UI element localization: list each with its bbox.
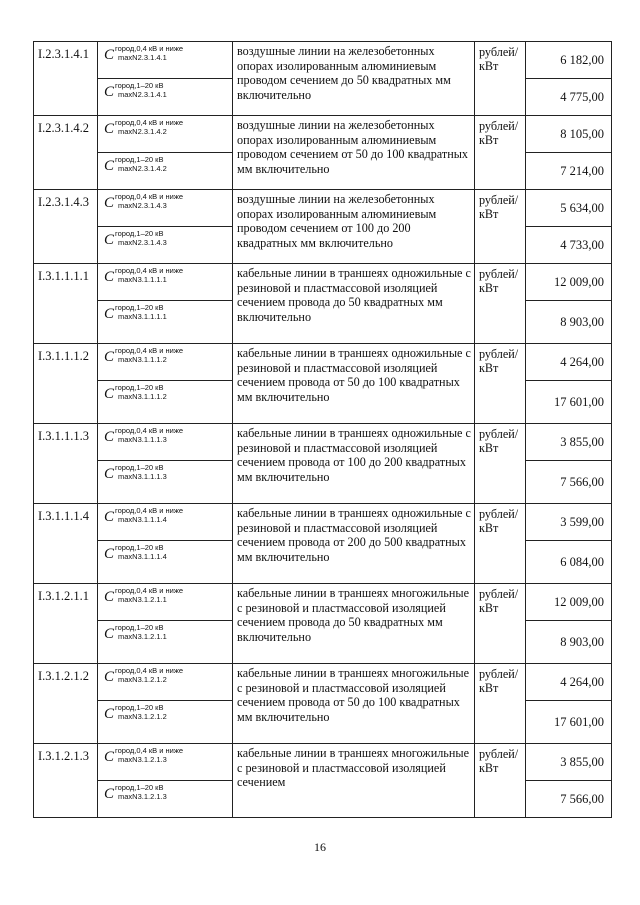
row-description: воздушные линии на железобетонных опорах изолированным алюминиевым проводом сечением от 100 до 200 квадратных мм включительно: [233, 190, 475, 264]
rate-symbol: [98, 79, 233, 116]
value-low-voltage: 8 105,00: [526, 116, 612, 153]
row-code: I.3.1.1.1.1: [34, 264, 98, 344]
page-number: 16: [314, 840, 326, 854]
rate-symbol: [98, 227, 233, 264]
rate-symbol-subscript: maxN3.1.1.1.4: [118, 515, 167, 524]
rate-symbol-subscript: maxN3.1.1.1.1: [118, 312, 167, 321]
rate-symbol: [98, 116, 233, 153]
value-mid-voltage: 7 566,00: [526, 781, 612, 818]
rate-symbol-subscript: maxN3.1.2.1.3: [118, 792, 167, 801]
rate-symbol-subscript: maxN2.3.1.4.2: [118, 127, 167, 136]
rate-symbol: [98, 153, 233, 190]
rate-symbol: [98, 424, 233, 461]
rate-symbol-superscript: город,1–20 кВ: [115, 783, 164, 792]
rate-symbol-subscript: maxN3.1.2.1.1: [118, 632, 167, 641]
value-low-voltage: 3 855,00: [526, 424, 612, 461]
value-mid-voltage: 4 775,00: [526, 79, 612, 116]
row-unit: рублей/ кВт: [475, 744, 526, 818]
rate-symbol: [98, 504, 233, 541]
value-low-voltage: 3 599,00: [526, 504, 612, 541]
value-low-voltage: 12 009,00: [526, 264, 612, 301]
table-row: [34, 584, 612, 621]
rate-symbol: [98, 344, 233, 381]
row-code: I.2.3.1.4.3: [34, 190, 98, 264]
rate-symbol-letter: C: [104, 589, 115, 605]
rate-symbol-subscript: maxN3.1.1.1.3: [118, 472, 167, 481]
rate-symbol-superscript: город,1–20 кВ: [115, 463, 164, 472]
rate-symbol-subscript: maxN2.3.1.4.1: [118, 53, 167, 62]
tariff-table-body: [34, 42, 612, 818]
rate-symbol-superscript: город,0,4 кВ и ниже: [115, 44, 184, 53]
rate-symbol-superscript: город,1–20 кВ: [115, 543, 164, 552]
rate-symbol-letter: C: [104, 466, 115, 482]
row-unit: рублей/ кВт: [475, 264, 526, 344]
row-unit: рублей/ кВт: [475, 664, 526, 744]
rate-symbol-letter: C: [104, 386, 115, 402]
value-mid-voltage: 4 733,00: [526, 227, 612, 264]
rate-symbol-subscript: maxN2.3.1.4.3: [118, 201, 167, 210]
row-description: кабельные линии в траншеях одножильные с резиновой и пластмассовой изоляцией сечением провода от 200 до 500 квадратных мм включительно: [233, 504, 475, 584]
value-mid-voltage: 7 566,00: [526, 461, 612, 504]
row-unit: рублей/ кВт: [475, 190, 526, 264]
row-description: кабельные линии в траншеях одножильные с резиновой и пластмассовой изоляцией сечением провода от 100 до 200 квадратных мм включительно: [233, 424, 475, 504]
rate-symbol-subscript: maxN3.1.1.1.4: [118, 552, 167, 561]
rate-symbol: [98, 42, 233, 79]
rate-symbol-letter: C: [104, 749, 115, 765]
rate-symbol-subscript: maxN2.3.1.4.2: [118, 164, 167, 173]
rate-symbol-letter: C: [104, 429, 115, 445]
table-row: [34, 116, 612, 153]
value-mid-voltage: 17 601,00: [526, 701, 612, 744]
rate-symbol: [98, 701, 233, 744]
rate-symbol-superscript: город,0,4 кВ и ниже: [115, 426, 184, 435]
tariff-table: [33, 41, 612, 818]
row-unit: рублей/ кВт: [475, 42, 526, 116]
table-row: [34, 664, 612, 701]
rate-symbol-letter: C: [104, 47, 115, 63]
value-mid-voltage: 17 601,00: [526, 381, 612, 424]
rate-symbol: [98, 744, 233, 781]
rate-symbol-superscript: город,0,4 кВ и ниже: [115, 506, 184, 515]
value-mid-voltage: 6 084,00: [526, 541, 612, 584]
rate-symbol-subscript: maxN3.1.1.1.3: [118, 435, 167, 444]
rate-symbol-superscript: город,0,4 кВ и ниже: [115, 266, 184, 275]
rate-symbol-subscript: maxN3.1.1.1.2: [118, 392, 167, 401]
rate-symbol-letter: C: [104, 84, 115, 100]
rate-symbol-subscript: maxN3.1.1.1.2: [118, 355, 167, 364]
table-row: [34, 264, 612, 301]
rate-symbol: [98, 781, 233, 818]
rate-symbol: [98, 264, 233, 301]
row-code: I.2.3.1.4.2: [34, 116, 98, 190]
table-row: [34, 190, 612, 227]
rate-symbol-subscript: maxN3.1.2.1.1: [118, 595, 167, 604]
rate-symbol-subscript: maxN3.1.1.1.1: [118, 275, 167, 284]
value-low-voltage: 4 264,00: [526, 664, 612, 701]
rate-symbol-letter: C: [104, 626, 115, 642]
rate-symbol: [98, 461, 233, 504]
rate-symbol: [98, 381, 233, 424]
rate-symbol-subscript: maxN3.1.2.1.3: [118, 755, 167, 764]
rate-symbol: [98, 190, 233, 227]
row-code: I.3.1.1.1.4: [34, 504, 98, 584]
rate-symbol-superscript: город,1–20 кВ: [115, 81, 164, 90]
rate-symbol-subscript: maxN3.1.2.1.2: [118, 675, 167, 684]
row-description: кабельные линии в траншеях многожильные с резиновой и пластмассовой изоляцией сечением провода до 50 квадратных мм включительно: [233, 584, 475, 664]
rate-symbol-superscript: город,0,4 кВ и ниже: [115, 192, 184, 201]
rate-symbol: [98, 584, 233, 621]
row-code: I.3.1.1.1.3: [34, 424, 98, 504]
rate-symbol-letter: C: [104, 706, 115, 722]
table-row: [34, 504, 612, 541]
rate-symbol-superscript: город,1–20 кВ: [115, 703, 164, 712]
value-low-voltage: 3 855,00: [526, 744, 612, 781]
row-code: I.3.1.2.1.2: [34, 664, 98, 744]
table-row: [34, 42, 612, 79]
row-description: кабельные линии в траншеях одножильные с резиновой и пластмассовой изоляцией сечением провода до 50 квадратных мм включительно: [233, 264, 475, 344]
rate-symbol-superscript: город,0,4 кВ и ниже: [115, 346, 184, 355]
row-description: кабельные линии в траншеях многожильные с резиновой и пластмассовой изоляцией сечением: [233, 744, 475, 818]
rate-symbol-letter: C: [104, 306, 115, 322]
row-unit: рублей/ кВт: [475, 116, 526, 190]
rate-symbol-letter: C: [104, 195, 115, 211]
rate-symbol-letter: C: [104, 121, 115, 137]
row-description: воздушные линии на железобетонных опорах изолированным алюминиевым проводом сечением до 50 квадратных мм включительно: [233, 42, 475, 116]
row-unit: рублей/ кВт: [475, 424, 526, 504]
rate-symbol-letter: C: [104, 786, 115, 802]
row-unit: рублей/ кВт: [475, 344, 526, 424]
rate-symbol-letter: C: [104, 158, 115, 174]
table-row: [34, 344, 612, 381]
table-row: [34, 424, 612, 461]
rate-symbol-superscript: город,0,4 кВ и ниже: [115, 666, 184, 675]
rate-symbol-superscript: город,1–20 кВ: [115, 303, 164, 312]
row-code: I.3.1.1.1.2: [34, 344, 98, 424]
rate-symbol-letter: C: [104, 349, 115, 365]
rate-symbol-letter: C: [104, 509, 115, 525]
rate-symbol-letter: C: [104, 269, 115, 285]
value-mid-voltage: 7 214,00: [526, 153, 612, 190]
row-description: воздушные линии на железобетонных опорах изолированным алюминиевым проводом сечением от 50 до 100 квадратных мм включительно: [233, 116, 475, 190]
rate-symbol-superscript: город,0,4 кВ и ниже: [115, 118, 184, 127]
rate-symbol-subscript: maxN2.3.1.4.3: [118, 238, 167, 247]
row-code: I.3.1.2.1.3: [34, 744, 98, 818]
value-low-voltage: 5 634,00: [526, 190, 612, 227]
value-mid-voltage: 8 903,00: [526, 621, 612, 664]
rate-symbol-superscript: город,1–20 кВ: [115, 383, 164, 392]
value-mid-voltage: 8 903,00: [526, 301, 612, 344]
rate-symbol-superscript: город,1–20 кВ: [115, 623, 164, 632]
row-unit: рублей/ кВт: [475, 584, 526, 664]
rate-symbol-letter: C: [104, 232, 115, 248]
rate-symbol-subscript: maxN2.3.1.4.1: [118, 90, 167, 99]
rate-symbol-superscript: город,0,4 кВ и ниже: [115, 586, 184, 595]
value-low-voltage: 6 182,00: [526, 42, 612, 79]
row-code: I.2.3.1.4.1: [34, 42, 98, 116]
rate-symbol-superscript: город,1–20 кВ: [115, 229, 164, 238]
value-low-voltage: 4 264,00: [526, 344, 612, 381]
row-code: I.3.1.2.1.1: [34, 584, 98, 664]
rate-symbol-letter: C: [104, 546, 115, 562]
row-description: кабельные линии в траншеях многожильные с резиновой и пластмассовой изоляцией сечением провода от 50 до 100 квадратных мм включительно: [233, 664, 475, 744]
rate-symbol-subscript: maxN3.1.2.1.2: [118, 712, 167, 721]
row-description: кабельные линии в траншеях одножильные с резиновой и пластмассовой изоляцией сечением провода от 50 до 100 квадратных мм включительно: [233, 344, 475, 424]
rate-symbol-superscript: город,0,4 кВ и ниже: [115, 746, 184, 755]
rate-symbol: [98, 541, 233, 584]
row-unit: рублей/ кВт: [475, 504, 526, 584]
table-row: [34, 744, 612, 781]
rate-symbol: [98, 664, 233, 701]
rate-symbol: [98, 621, 233, 664]
value-low-voltage: 12 009,00: [526, 584, 612, 621]
rate-symbol-superscript: город,1–20 кВ: [115, 155, 164, 164]
rate-symbol: [98, 301, 233, 344]
rate-symbol-letter: C: [104, 669, 115, 685]
